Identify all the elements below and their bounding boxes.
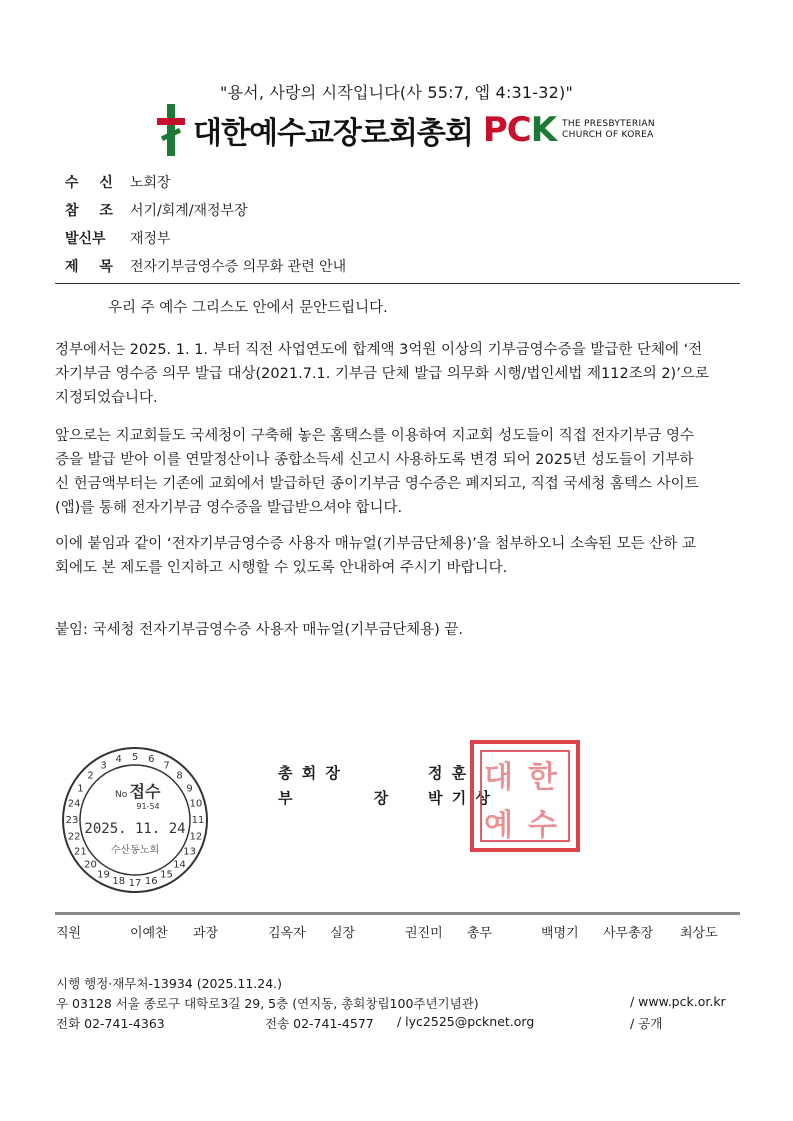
subject-row: 제 목 전자기부금영수증 의무화 관련 안내 bbox=[65, 259, 347, 275]
document-number: 시행 행정·재무처-13934 (2025.11.24.) bbox=[56, 976, 283, 991]
stamp-no-label: No bbox=[115, 790, 128, 800]
stamp-dial-number: 8 bbox=[176, 770, 183, 782]
stamp-dial-number: 3 bbox=[100, 760, 107, 772]
stamp-dial-number: 14 bbox=[173, 859, 186, 871]
letterhead bbox=[155, 100, 655, 160]
stamp-dial-number: 9 bbox=[186, 783, 193, 795]
stamp-dial-number: 23 bbox=[65, 815, 79, 826]
staff-person-5: 최상도 bbox=[680, 926, 718, 941]
stamp-dial-number: 1 bbox=[77, 783, 84, 795]
staff-person-3: 권진미 bbox=[405, 926, 443, 941]
stamp-dial-number: 17 bbox=[128, 878, 142, 889]
stamp-dial-number: 22 bbox=[67, 831, 81, 843]
sender-row: 발신부 재정부 bbox=[65, 231, 171, 247]
paragraph-1: 정부에서는 2025. 1. 1. 부터 직전 사업연도에 합계액 3억원 이상의 기부금영수증을 발급한 단체에 ‘전 자기부금 영수증 의무 발급 대상(2021.7.1. 기부금 단체 발급 의무화 시행/법인세법 제112조의 2)’으로 지정되었습니다. bbox=[55, 342, 709, 406]
stamp-dial-number: 15 bbox=[160, 869, 173, 881]
motto: "용서, 사랑의 시작입니다(사 55:7, 엡 4:31-32)" bbox=[219, 83, 574, 102]
staff-role-2: 실장 bbox=[330, 926, 356, 941]
stamp-dial-number: 21 bbox=[74, 846, 87, 858]
stamp-date: 2025. 11. 24 bbox=[84, 821, 186, 837]
staff-person-2: 김옥자 bbox=[268, 926, 306, 941]
disclosure: / 공개 bbox=[630, 1016, 663, 1031]
stamp-dial-number: 2 bbox=[87, 770, 94, 782]
header-divider bbox=[55, 283, 740, 284]
stamp-number: 91-54 bbox=[136, 802, 160, 811]
stamp-dial-number: 18 bbox=[112, 875, 126, 887]
staff-role-1: 과장 bbox=[193, 926, 219, 941]
fax: 전송 02-741-4577 bbox=[265, 1016, 374, 1031]
greeting: 우리 주 예수 그리스도 안에서 문안드립니다. bbox=[108, 300, 388, 316]
signature-name-1: 정 훈 bbox=[428, 764, 469, 782]
stamp-dial-number: 11 bbox=[191, 815, 205, 826]
official-seal: 대 한 예 수 bbox=[470, 740, 580, 852]
org-name: 대한예수교장로회총회 bbox=[193, 116, 473, 151]
signature-title-2: 부 장 bbox=[278, 789, 427, 807]
stamp-dial-number: 4 bbox=[115, 754, 122, 766]
recipient-row: 수 신 노회장 bbox=[65, 175, 171, 191]
stamp-dial-number: 19 bbox=[97, 869, 110, 881]
signature-name-2: 박 기 상 bbox=[428, 789, 492, 807]
stamp-dial-number: 20 bbox=[84, 859, 97, 871]
stamp-office: 수산동노회 bbox=[110, 845, 160, 856]
stamp-dial-number: 5 bbox=[131, 752, 139, 763]
pck-logo: PCK bbox=[482, 110, 557, 150]
staff-role-3: 총무 bbox=[467, 926, 493, 941]
website-link[interactable]: / www.pck.or.kr bbox=[630, 994, 726, 1009]
stamp-dial-number: 10 bbox=[189, 798, 203, 810]
stamp-dial-number: 16 bbox=[144, 875, 158, 887]
stamp-dial-number: 7 bbox=[163, 760, 170, 772]
signature-title-1: 총 회 장 bbox=[278, 764, 342, 782]
staff-person-4: 백명기 bbox=[541, 926, 579, 941]
stamp-dial-number: 6 bbox=[148, 754, 155, 766]
pck-english-name: THE PRESBYTERIAN CHURCH OF KOREA bbox=[562, 119, 655, 140]
address: 우 03128 서울 종로구 대학로3길 29, 5층 (연지동, 총회창립100주년기념관) bbox=[56, 996, 479, 1011]
paragraph-2: 앞으로는 지교회들도 국세청이 구축해 놓은 홈택스를 이용하여 지교회 성도들이 직접 전자기부금 영수 증을 발급 받아 이를 연말정산이나 종합소득세 신고시 사용하도록 변경 되어 2025년 성도들이 기부하 신 헌금액부터는 기존에 교회에서 발급하던 종이기부금 영수증은 폐지되고, 직접 국세청 홈텍스 사이트 (앱)를 통해 전자기부금 영수증을 발급받으셔야 합니다. bbox=[55, 428, 699, 516]
stamp-dial-number: 13 bbox=[183, 846, 196, 858]
staff-divider bbox=[55, 912, 740, 915]
attachment-note: 붙임: 국세청 전자기부금영수증 사용자 매뉴얼(기부금단체용) 끝. bbox=[55, 622, 464, 638]
staff-role-4: 사무총장 bbox=[603, 926, 654, 941]
staff-person-1: 이예찬 bbox=[130, 926, 168, 941]
email-link[interactable]: / lyc2525@pcknet.org bbox=[397, 1014, 535, 1029]
stamp-label: 접수 bbox=[129, 782, 161, 801]
paragraph-3: 이에 붙임과 같이 ‘전자기부금영수증 사용자 매뉴얼(기부금단체용)’을 첨부하오니 소속된 모든 산하 교 회에도 본 제도를 인지하고 시행할 수 있도록 안내하여 주시기 바랍니다. bbox=[55, 536, 696, 576]
stamp-dial-number: 24 bbox=[67, 798, 81, 810]
received-stamp bbox=[60, 745, 210, 895]
cc-row: 참 조 서기/회계/재정부장 bbox=[65, 203, 248, 219]
cross-logo-icon bbox=[155, 104, 185, 156]
stamp-dial-number: 12 bbox=[189, 831, 203, 843]
staff-label: 직원 bbox=[56, 926, 82, 941]
phone: 전화 02-741-4363 bbox=[56, 1016, 165, 1031]
